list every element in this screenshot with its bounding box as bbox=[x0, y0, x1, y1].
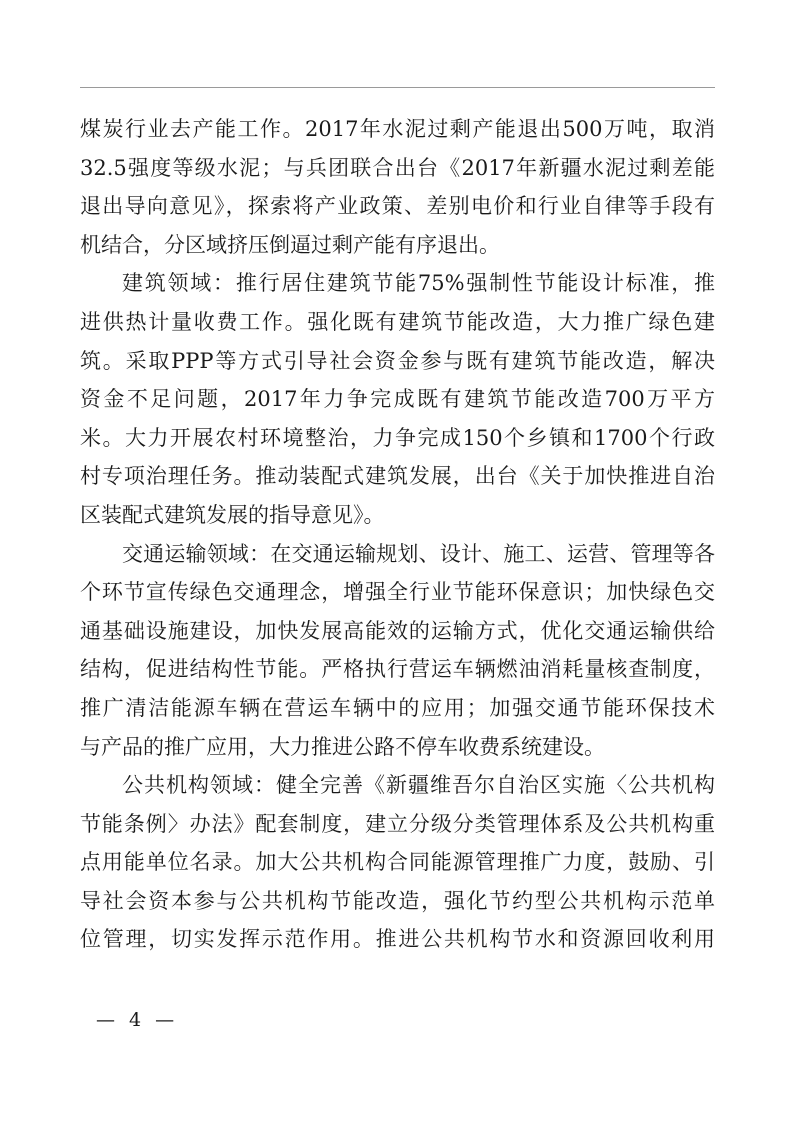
text-line: 通基础设施建设，加快发展高能效的运输方式，优化交通运输供给 bbox=[80, 618, 715, 643]
text-line: 机结合，分区域挤压倒逼过剩产能有序退出。 bbox=[80, 232, 500, 257]
paragraph-public-institutions bbox=[80, 766, 715, 959]
text-line: 建筑领域：推行居住建筑节能75%强制性节能设计标准，推 bbox=[122, 271, 715, 296]
paragraph-coal-cement bbox=[80, 110, 715, 264]
text-line: 32.5强度等级水泥；与兵团联合出台《2017年新疆水泥过剩差能 bbox=[80, 155, 715, 180]
header-rule bbox=[80, 87, 715, 88]
text-line: 推广清洁能源车辆在营运车辆中的应用；加强交通节能环保技术 bbox=[80, 695, 715, 720]
text-line: 交通运输领域：在交通运输规划、设计、施工、运营、管理等各 bbox=[122, 541, 715, 566]
page-number: — 4 — bbox=[96, 1009, 179, 1031]
text-line: 村专项治理任务。推动装配式建筑发展，出台《关于加快推进自治 bbox=[80, 464, 715, 489]
text-line: 结构，促进结构性节能。严格执行营运车辆燃油消耗量核查制度， bbox=[80, 657, 715, 682]
text-line: 米。大力开展农村环境整治，力争完成150个乡镇和1700个行政 bbox=[80, 425, 715, 450]
text-line: 区装配式建筑发展的指导意见》。 bbox=[80, 502, 385, 527]
text-line: 与产品的推广应用，大力推进公路不停车收费系统建设。 bbox=[80, 734, 605, 759]
text-line: 煤炭行业去产能工作。2017年水泥过剩产能退出500万吨，取消 bbox=[80, 117, 715, 141]
document-body bbox=[80, 110, 715, 959]
text-line: 公共机构领域：健全完善《新疆维吾尔自治区实施〈公共机构 bbox=[122, 773, 715, 798]
text-line: 点用能单位名录。加大公共机构合同能源管理推广力度，鼓励、引 bbox=[80, 850, 715, 875]
text-line: 进供热计量收费工作。强化既有建筑节能改造，大力推广绿色建 bbox=[80, 309, 715, 334]
paragraph-transport bbox=[80, 535, 715, 767]
paragraph-construction bbox=[80, 264, 715, 534]
text-line: 节能条例〉办法》配套制度，建立分级分类管理体系及公共机构重 bbox=[80, 811, 715, 836]
text-line: 个环节宣传绿色交通理念，增强全行业节能环保意识；加快绿色交 bbox=[80, 580, 715, 605]
text-line: 资金不足问题，2017年力争完成既有建筑节能改造700万平方 bbox=[80, 387, 715, 412]
text-line: 退出导向意见》，探索将产业政策、差别电价和行业自律等手段有 bbox=[80, 194, 715, 219]
text-line: 筑。采取PPP等方式引导社会资金参与既有建筑节能改造，解决 bbox=[80, 348, 715, 373]
text-line: 导社会资本参与公共机构节能改造，强化节约型公共机构示范单 bbox=[80, 888, 715, 913]
text-line: 位管理，切实发挥示范作用。推进公共机构节水和资源回收利用 bbox=[80, 927, 715, 952]
